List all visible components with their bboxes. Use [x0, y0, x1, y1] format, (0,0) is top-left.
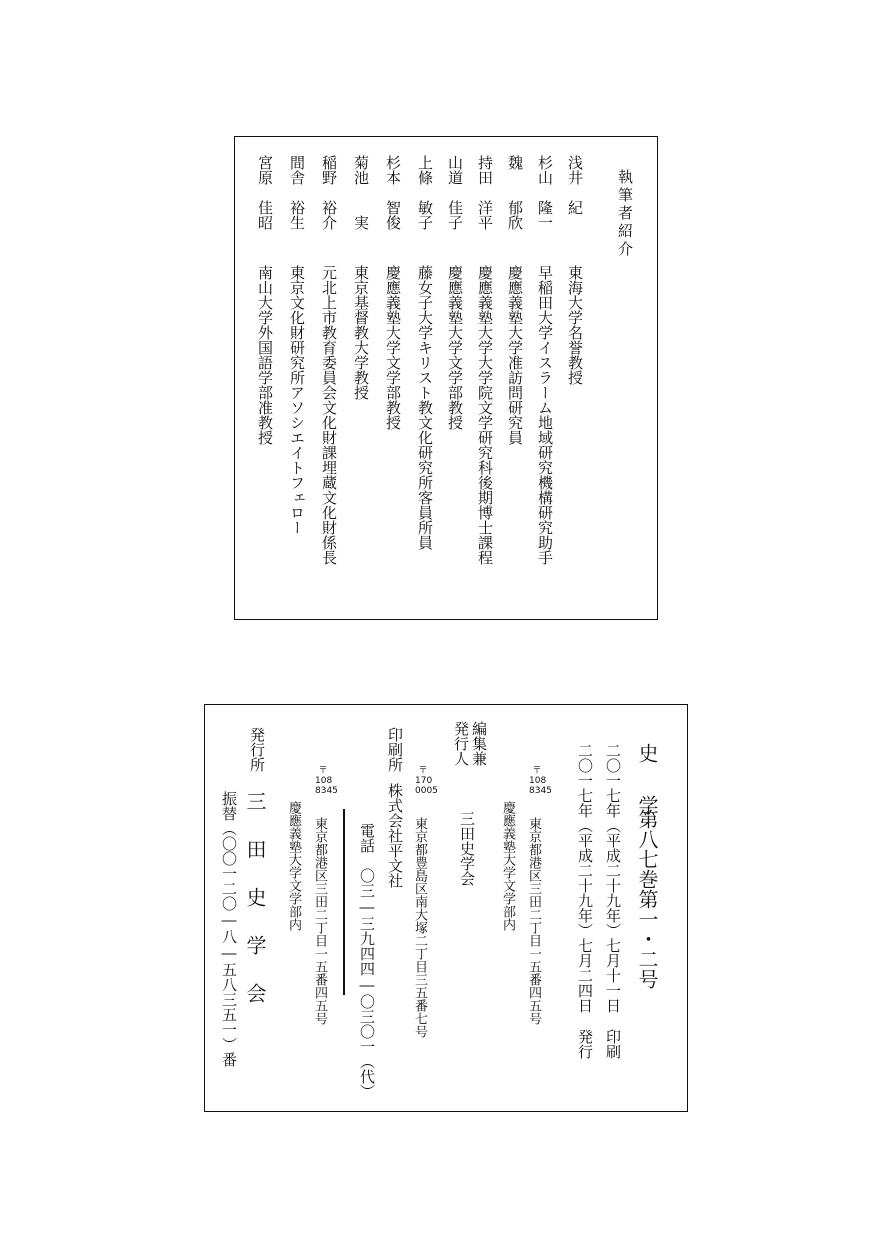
publisher-postal-code	[315, 766, 338, 797]
journal-title: 史 学	[635, 743, 659, 821]
author-affiliation: 藤女子大学キリスト教文化研究所客員所員	[416, 265, 434, 550]
editor-label: 編集兼	[470, 721, 488, 766]
authors-box	[234, 136, 658, 620]
author-affiliation: 慶應義塾大学文学部教授	[446, 265, 464, 430]
postal-code-part: 8345	[315, 785, 338, 796]
postal-code-part: 0005	[415, 785, 438, 796]
postal-mark: 〒	[418, 766, 428, 776]
author-name: 持田 洋平	[476, 155, 494, 230]
author-name: 杉山 隆一	[536, 155, 554, 230]
printer-name: 株式会社平文社	[386, 783, 404, 888]
colophon-box	[204, 704, 688, 1112]
author-affiliation: 東京文化財研究所アソシエイトフェロー	[288, 265, 306, 535]
editor-name: 三田史学会	[458, 811, 476, 886]
section-title: 執筆者紹介	[616, 169, 634, 259]
publish-date: 二〇一七年（平成二十九年）七月二四日	[576, 743, 594, 1013]
author-name: 稲野 裕介	[320, 155, 338, 230]
transfer-account: 振替（〇〇一二〇―八―五八三五一）番	[220, 791, 238, 1067]
author-affiliation: 東京基督教大学教授	[352, 265, 370, 400]
author-affiliation: 慶應義塾大学文学部教授	[384, 265, 402, 430]
postal-code-part: 170	[415, 775, 433, 786]
author-name: 浅井 紀	[566, 155, 584, 215]
printer-label: 印刷所	[386, 727, 404, 772]
print-label: 印刷	[604, 1029, 622, 1059]
issue-number: 第八七巻第一・二号	[635, 809, 659, 989]
publisher-label: 発行所	[248, 727, 266, 772]
author-name: 宮原 佳昭	[256, 155, 274, 230]
printer-postal-code	[415, 766, 438, 797]
author-affiliation: 早稲田大学イスラーム地域研究機構研究助手	[536, 265, 554, 565]
author-name: 杉本 智俊	[384, 155, 402, 230]
publisher-address-sub: 慶應義塾大学文学部内	[286, 801, 301, 931]
postal-code-part: 8345	[529, 785, 552, 796]
publisher-name: 三 田 史 学 会	[243, 791, 267, 1005]
author-affiliation: 南山大学外国語学部准教授	[256, 265, 274, 445]
author-affiliation: 慶應義塾大学准訪問研究員	[506, 265, 524, 445]
editor-label: 発行人	[452, 721, 470, 766]
postal-mark: 〒	[532, 766, 542, 776]
printer-address: 東京都豊島区南大塚二丁目三五番七号	[412, 817, 427, 1038]
postal-mark: 〒	[318, 766, 328, 776]
printer-phone: 電話 〇三―三九四四―〇三〇一（代）	[358, 823, 376, 1099]
publish-label: 発行	[576, 1029, 594, 1059]
publisher-address: 東京都港区三田二丁目一五番四五号	[312, 817, 327, 1025]
editor-address: 東京都港区三田二丁目一五番四五号	[526, 817, 541, 1025]
author-name: 上條 敏子	[416, 155, 434, 230]
print-date: 二〇一七年（平成二十九年）七月十一日	[604, 743, 622, 1013]
author-name: 山道 佳子	[446, 155, 464, 230]
editor-postal-code	[529, 766, 552, 797]
author-affiliation: 慶應義塾大学大学院文学研究科後期博士課程	[476, 265, 494, 565]
author-name: 間舎 裕生	[288, 155, 306, 230]
postal-code-part: 108	[315, 775, 333, 786]
author-affiliation: 東海大学名誉教授	[566, 265, 584, 385]
author-name: 魏 郁欣	[506, 155, 524, 230]
postal-code-part: 108	[529, 775, 547, 786]
editor-address-sub: 慶應義塾大学文学部内	[500, 801, 515, 931]
author-name: 菊池 実	[352, 155, 370, 230]
author-affiliation: 元北上市教育委員会文化財課埋蔵文化財係長	[320, 265, 338, 565]
divider-line	[343, 809, 345, 995]
